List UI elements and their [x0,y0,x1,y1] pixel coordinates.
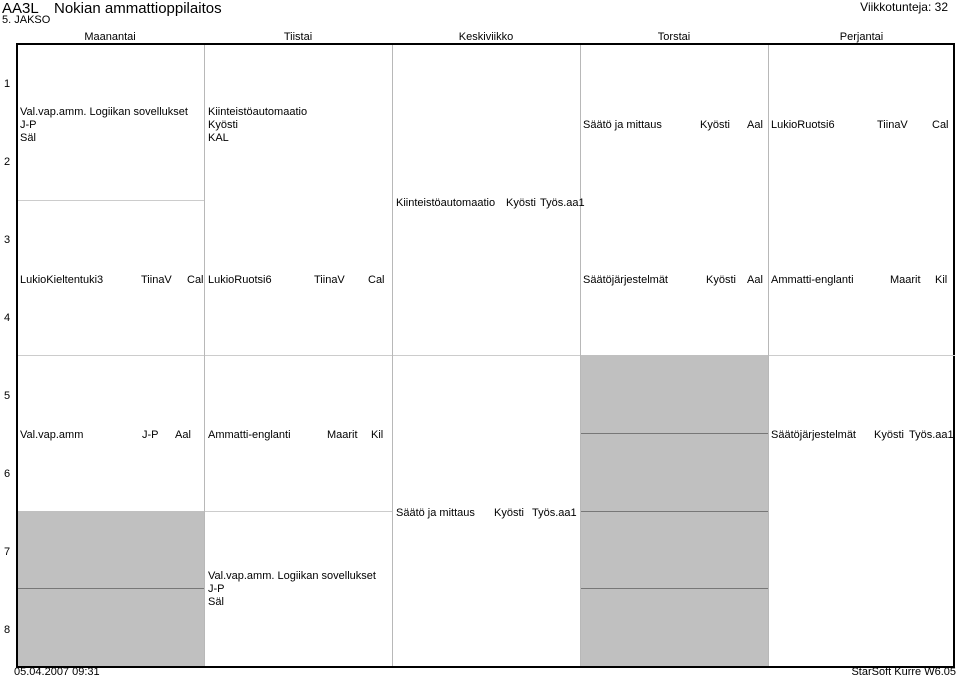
lesson-room: Aal [747,274,763,286]
lesson-teacher: TiinaV [141,274,172,286]
group-code: AA3L [2,0,39,17]
period-number: 4 [4,312,11,324]
timetable-grid [16,43,955,668]
lesson-room: Työs.aa1 [909,429,954,441]
period-number: 2 [4,156,11,168]
lesson-wednesday-6 [396,507,580,519]
period-number: 8 [4,624,11,636]
software-name: StarSoft Kurre W6.05 [851,666,956,679]
lesson-teacher: Kyösti [494,507,524,519]
lesson-course: Val.vap.amm. Logiikan sovellukset [20,106,188,118]
lesson-course: Säätö ja mittaus [396,507,475,519]
day-header-tuesday: Tiistai [283,31,313,43]
lesson-teacher: Kyösti [208,119,238,131]
lesson-course: Säätöjärjestelmät [583,274,668,286]
lesson-room: Cal [368,274,385,286]
lesson-room: Säl [20,132,36,144]
day-header-wednesday: Keskiviikko [458,31,514,43]
lesson-tuesday-3 [208,274,392,286]
lesson-thursday-3 [583,274,767,286]
lesson-teacher: Kyösti [700,119,730,131]
day-header-monday: Maanantai [84,31,136,43]
lesson-teacher: Maarit [890,274,921,286]
block-border [18,200,204,201]
lesson-course: Val.vap.amm. Logiikan sovellukset [208,570,376,582]
lesson-monday-3 [20,274,204,286]
period-number: 3 [4,234,11,246]
slot-divider [580,588,768,589]
lesson-course: Säätö ja mittaus [583,119,662,131]
lesson-friday-5 [771,429,955,441]
lesson-room: Cal [187,274,204,286]
lesson-teacher: Kyösti [506,197,536,209]
day-header-thursday: Torstai [657,31,691,43]
lesson-teacher: J-P [208,583,225,595]
lesson-course: Val.vap.amm [20,429,84,441]
lesson-teacher: Maarit [327,429,358,441]
day-separator [768,45,769,666]
lesson-friday-3 [771,274,955,286]
lesson-tuesday-5 [208,429,392,441]
lesson-wednesday-2 [396,197,585,209]
lesson-room: Kil [371,429,384,441]
slot-divider [18,588,204,589]
day-separator [392,45,393,666]
lesson-room: Kil [935,274,948,286]
lesson-teacher: TiinaV [314,274,345,286]
lesson-course: LukioRuotsi6 [208,274,272,286]
weekly-hours: Viikkotunteja: 32 [860,0,948,14]
block-border [393,355,580,356]
block-border [205,355,393,356]
lesson-teacher: J-P [20,119,37,131]
day-separator [204,45,205,666]
lesson-friday-1 [771,119,955,131]
lesson-room: KAL [208,132,229,144]
period-number: 6 [4,468,11,480]
print-timestamp: 05.04.2007 09:31 [14,666,100,679]
lesson-tuesday-7 [208,570,376,609]
block-border [18,355,204,356]
lesson-course: LukioRuotsi6 [771,119,835,131]
lesson-room: Aal [175,429,191,441]
day-separator [580,45,581,666]
lesson-course: LukioKieltentuki3 [20,274,104,286]
lesson-room: Työs.aa1 [532,507,577,519]
block-border [768,355,955,356]
lesson-room: Cal [932,119,949,131]
period-number: 7 [4,546,11,558]
lesson-monday-1 [20,106,188,145]
lesson-course: Kiinteistöautomaatio [396,197,496,209]
period-number: 1 [4,78,11,90]
lesson-room: Aal [747,119,763,131]
lesson-course: Ammatti-englanti [771,274,854,286]
lesson-room: Työs.aa1 [540,197,585,209]
slot-divider [580,511,768,512]
school-name: Nokian ammattioppilaitos [54,0,222,17]
lesson-teacher: TiinaV [877,119,908,131]
lesson-teacher: J-P [142,429,159,441]
lesson-teacher: Kyösti [706,274,736,286]
lesson-course: Kiinteistöautomaatio [208,106,308,118]
period-number: 5 [4,390,11,402]
block-border [205,511,393,512]
slot-divider [580,433,768,434]
lesson-course: Säätöjärjestelmät [771,429,856,441]
lesson-thursday-1 [583,119,765,131]
day-header-friday: Perjantai [839,31,884,43]
lesson-room: Säl [208,596,224,608]
lesson-course: Ammatti-englanti [208,429,291,441]
period-label: 5. JAKSO [2,14,51,26]
lesson-monday-5 [20,429,204,441]
lesson-teacher: Kyösti [874,429,904,441]
lesson-tuesday-1 [208,106,307,145]
